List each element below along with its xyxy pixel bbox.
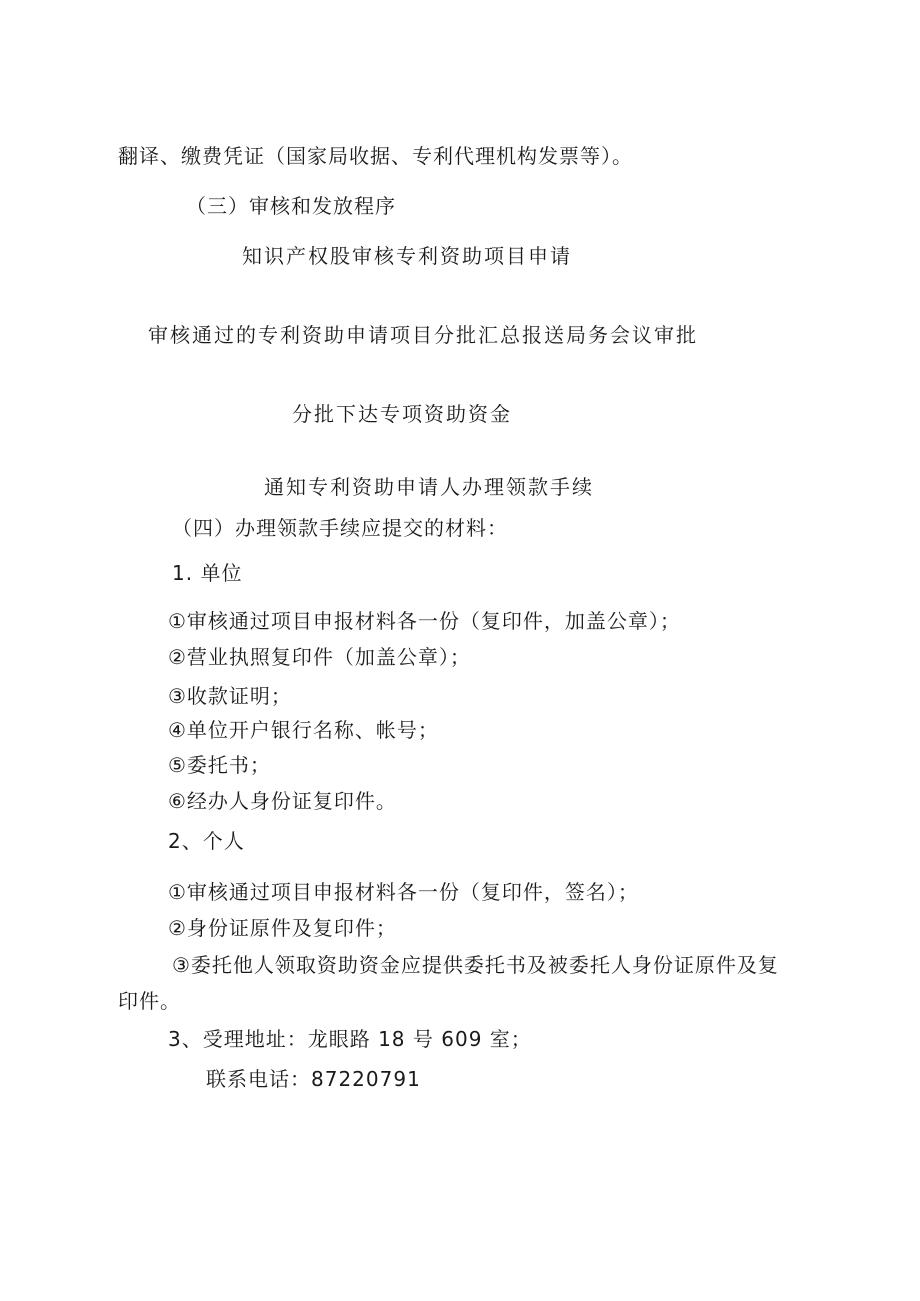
unit-item: ⑥经办人身份证复印件。: [168, 789, 397, 813]
individual-item: ②身份证原件及复印件；: [168, 916, 397, 940]
unit-item: ①审核通过项目申报材料各一份（复印件，加盖公章）；: [168, 609, 681, 633]
individual-item: ③委托他人领取资助资金应提供委托书及被委托人身份证原件及复: [172, 953, 779, 977]
unit-item: ④单位开户银行名称、帐号；: [168, 718, 439, 742]
individual-item: ①审核通过项目申报材料各一份（复印件，签名）；: [168, 880, 639, 904]
flow-step-4: 通知专利资助申请人办理领款手续: [264, 475, 594, 499]
flow-step-3: 分批下达专项资助资金: [292, 402, 512, 426]
unit-item: ⑤委托书；: [168, 753, 271, 777]
phone-line: 联系电话：87220791: [206, 1067, 421, 1091]
section-four-heading: （四）办理领款手续应提交的材料：: [172, 516, 508, 540]
unit-item: ③收款证明；: [168, 684, 292, 708]
individual-item-continuation: 印件。: [118, 989, 181, 1013]
address-line: 3、受理地址：龙眼路 18 号 609 室；: [168, 1027, 532, 1051]
section-three-heading: （三）审核和发放程序: [186, 194, 396, 218]
flow-step-1: 知识产权股审核专利资助项目申请: [242, 244, 572, 268]
unit-heading: 1. 单位: [172, 561, 243, 585]
individual-heading: 2、个人: [168, 829, 245, 853]
unit-item: ②营业执照复印件（加盖公章）；: [168, 645, 471, 669]
translation-fee-line: 翻译、缴费凭证（国家局收据、专利代理机构发票等）。: [118, 144, 633, 168]
flow-step-2: 审核通过的专利资助申请项目分批汇总报送局务会议审批: [148, 323, 698, 347]
